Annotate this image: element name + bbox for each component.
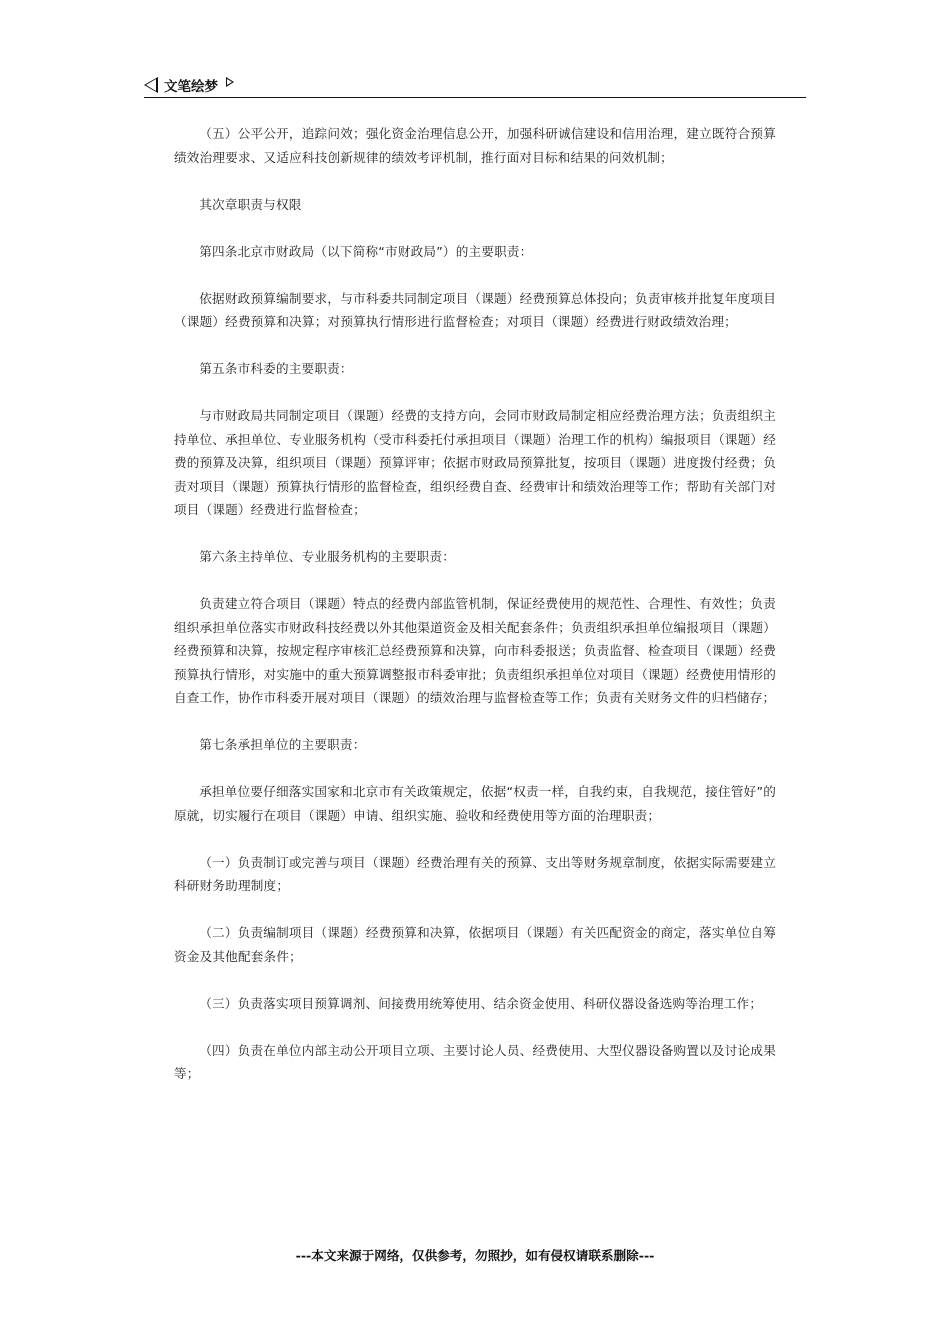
list-item: （四）负责在单位内部主动公开项目立项、主要讨论人员、经费使用、大型仪器设备购置以及讨论成果等； — [174, 1042, 776, 1081]
chapter-heading: 其次章职责与权限 — [199, 196, 302, 212]
triangle-right-icon — [226, 77, 234, 87]
header-divider — [144, 97, 806, 98]
list-item: （一）负责制订或完善与项目（课题）经费治理有关的预算、支出等财务规章制度，依据实际需要建立科研财务助理制度； — [174, 854, 776, 893]
page-header — [144, 74, 234, 96]
article-heading: 第五条市科委的主要职责： — [199, 361, 353, 376]
paragraph: 负责建立符合项目（课题）特点的经费内部监管机制，保证经费使用的规范性、合理性、有效性；负责组织承担单位落实市财政科技经费以外其他渠道资金及相关配套条件；负责组织承担单位编报项目（课题）经费预算和决算，按规定程序审核汇总经费预算和决算，向市科委报送；负责监督、检查项目（课题）经费预算执行情形，对实施中的重大预算调整报市科委审批；负责组织承担单位对项目（课题）经费使用情形的自查工作，协作市科委开展对项目（课题）的绩效治理与监督检查等工作；负责有关财务文件的归档储存； — [174, 596, 776, 705]
list-item: （三）负责落实项目预算调剂、间接费用统筹使用、结余资金使用、科研仪器设备选购等治理工作； — [199, 995, 763, 1011]
footer-disclaimer: ---本文来源于网络，仅供参考，勿照抄，如有侵权请联系删除--- — [295, 1248, 655, 1263]
article-heading: 第四条北京市财政局（以下简称“市财政局”）的主要职责： — [199, 243, 533, 259]
article-heading: 第六条主持单位、专业服务机构的主要职责： — [199, 549, 456, 564]
paragraph: （五）公平公开，追踪问效；强化资金治理信息公开，加强科研诚信建设和信用治理，建立既符合预算绩效治理要求、又适应科技创新规律的绩效考评机制，推行面对目标和结果的问效机制； — [174, 126, 776, 165]
paragraph: 承担单位要仔细落实国家和北京市有关政策规定，依据“权责一样，自我约束，自我规范，接住管好”的原就，切实履行在项目（课题）申请、组织实施、验收和经费使用等方面的治理职责； — [174, 784, 776, 823]
triangle-left-icon — [144, 77, 158, 93]
list-item: （二）负责编制项目（课题）经费预算和决算，依据项目（课题）有关匹配资金的商定，落实单位自筹资金及其他配套条件； — [174, 925, 776, 964]
paragraph: 依据财政预算编制要求，与市科委共同制定项目（课题）经费预算总体投向；负责审核并批复年度项目（课题）经费预算和决算；对预算执行情形进行监督检查；对项目（课题）经费进行财政绩效治理； — [174, 290, 776, 329]
document-body — [174, 122, 776, 1109]
paragraph: 与市财政局共同制定项目（课题）经费的支持方向，会同市财政局制定相应经费治理方法；负责组织主持单位、承担单位、专业服务机构（受市科委托付承担项目（课题）治理工作的机构）编报项目（课题）经费的预算及决算，组织项目（课题）预算评审；依据市财政局预算批复，按项目（课题）进度拨付经费；负责对项目（课题）预算执行情形的监督检查，组织经费自查、经费审计和绩效治理等工作；帮助有关部门对项目（课题）经费进行监督检查； — [174, 408, 776, 517]
article-heading: 第七条承担单位的主要职责： — [199, 737, 366, 752]
header-title: 文笔绘梦 — [164, 79, 218, 95]
